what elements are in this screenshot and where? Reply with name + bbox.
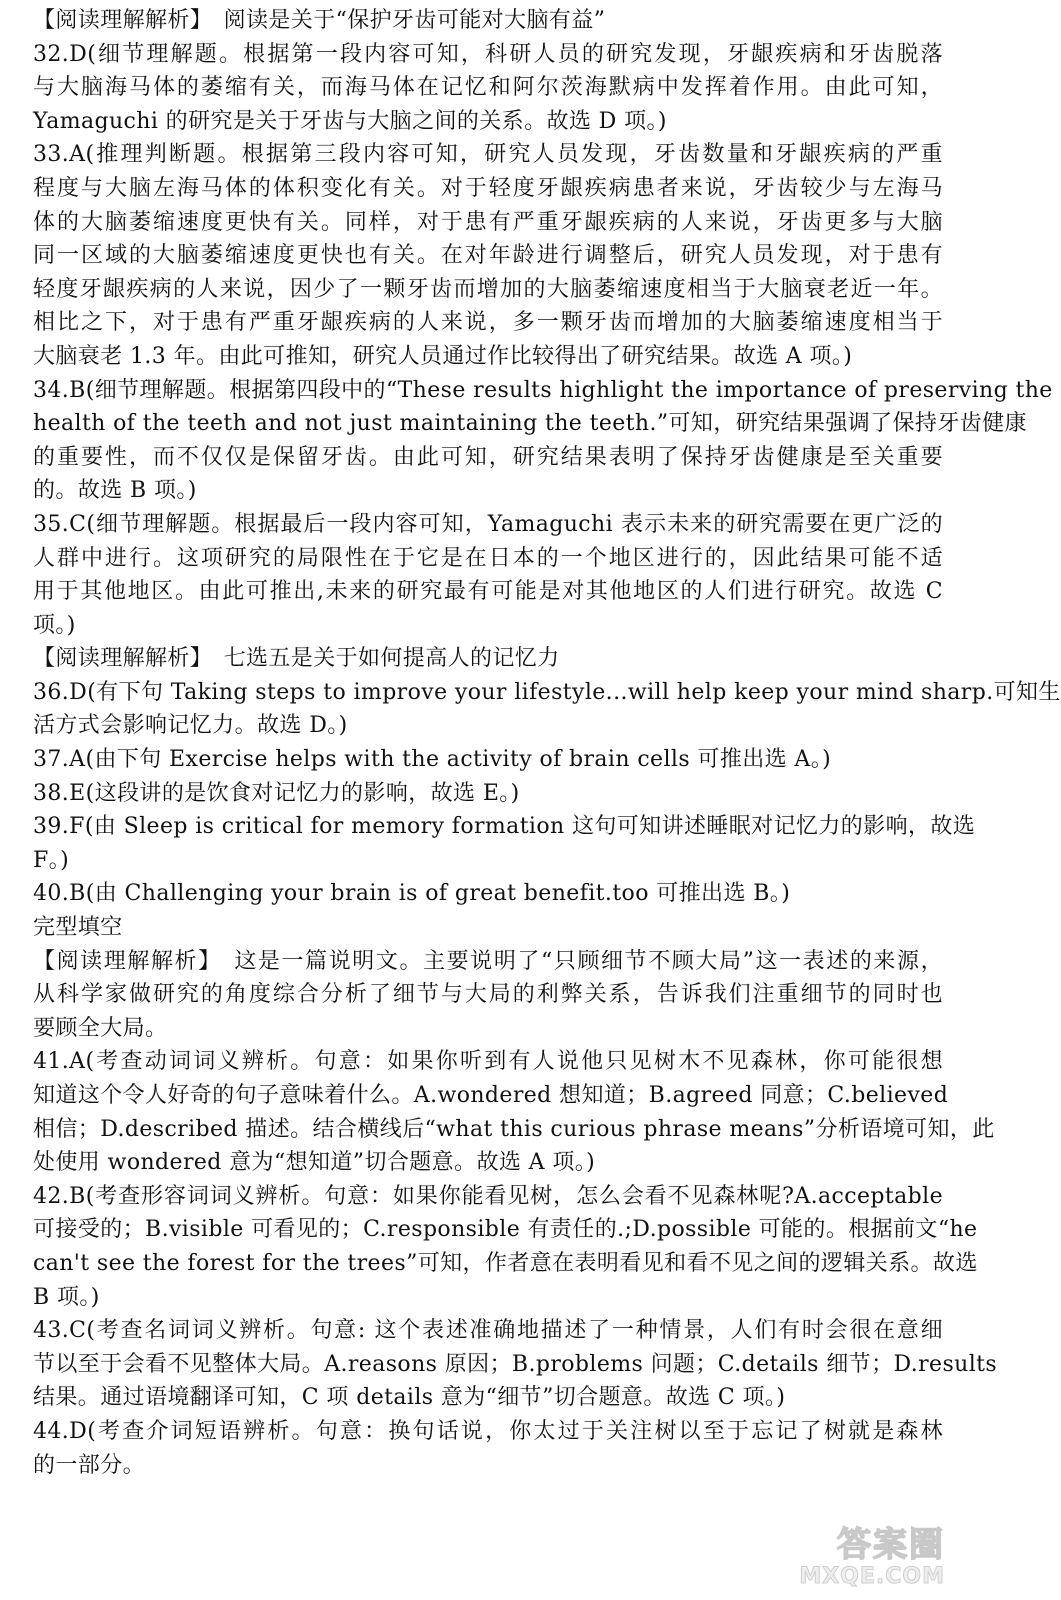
text-line: 【阅读理解解析】 七选五是关于如何提高人的记忆力 — [33, 646, 560, 672]
text-line: 34.B(细节理解题。根据第四段中的“These results highlight the importance of preserving the — [33, 377, 1053, 403]
text-line: 的重要性，而不仅仅是保留牙齿。由此可知，研究结果表明了保持牙齿健康是至关重要 — [33, 444, 943, 470]
text-line: health of the teeth and not just maintaining the teeth.”可知，研究结果强调了保持牙齿健康 — [33, 411, 1027, 437]
text-line: 活方式会影响记忆力。故选 D。) — [33, 713, 348, 739]
text-line: 知道这个令人好奇的句子意味着什么。A.wondered 想知道；B.agreed 同意；C.believed — [33, 1083, 949, 1108]
text-line: 相信；D.described 描述。结合横线后“what this curious phrase means”分析语境可知，此 — [33, 1116, 995, 1142]
text-line: 的一部分。 — [33, 1452, 146, 1478]
text-line: 【阅读理解解析】 阅读是关于“保护牙齿可能对大脑有益” — [33, 8, 606, 33]
text-line: 用于其他地区。由此可推出,未来的研究最有可能是对其他地区的人们进行研究。故选 C — [33, 579, 943, 605]
text-line: Yamaguchi 的研究是关于牙齿与大脑之间的关系。故选 D 项。) — [33, 108, 667, 134]
text-line: 【阅读理解解析】 这是一篇说明文。主要说明了“只顾细节不顾大局”这一表述的来源， — [33, 948, 943, 974]
text-line: 轻度牙龈疾病的人来说，因少了一颗牙齿而增加的大脑萎缩速度相当于大脑衰老近一年。 — [33, 276, 943, 302]
text-line: can't see the forest for the trees”可知，作者意在表明看见和看不见之间的逻辑关系。故选 — [33, 1250, 978, 1276]
text-line: 体的大脑萎缩速度更快有关。同样，对于患有严重牙龈疾病的人来说，牙齿更多与大脑 — [33, 209, 943, 235]
text-line: 人群中进行。这项研究的局限性在于它是在日本的一个地区进行的，因此结果可能不适 — [33, 545, 943, 571]
text-line: B 项。) — [33, 1284, 100, 1310]
text-line: 43.C(考查名词词义辨析。句意: 这个表述准确地描述了一种情景，人们有时会很在意细 — [33, 1318, 943, 1344]
watermark-logo: 答案圈 — [837, 1525, 945, 1565]
text-line: 36.D(有下句 Taking steps to improve your lifestyle...will help keep your mind sharp.可知生 — [33, 679, 1061, 705]
text-line: F。) — [33, 847, 70, 873]
text-line: 33.A(推理判断题。根据第三段内容可知，研究人员发现，牙齿数量和牙龈疾病的严重 — [33, 142, 943, 168]
watermark-url: MXQE.COM — [799, 1564, 945, 1589]
text-line: 从科学家做研究的角度综合分析了细节与大局的利弊关系，告诉我们注重细节的同时也 — [33, 982, 943, 1008]
text-line: 处使用 wondered 意为“想知道”切合题意。故选 A 项。) — [33, 1150, 596, 1176]
text-line: 的。故选 B 项。) — [33, 478, 197, 504]
text-line: 同一区域的大脑萎缩速度更快也有关。在对年龄进行调整后，研究人员发现，对于患有 — [33, 243, 943, 269]
text-line: 大脑衰老 1.3 年。由此可推知，研究人员通过作比较得出了研究结果。故选 A 项。) — [33, 343, 853, 369]
text-line: 41.A(考查动词词义辨析。句意：如果你听到有人说他只见树木不见森林，你可能很想 — [33, 1049, 943, 1075]
text-line: 32.D(细节理解题。根据第一段内容可知，科研人员的研究发现，牙龈疾病和牙齿脱落 — [33, 41, 943, 67]
text-line: 44.D(考查介词短语辨析。句意：换句话说，你太过于关注树以至于忘记了树就是森林 — [33, 1418, 943, 1444]
text-line: 42.B(考查形容词词义辨析。句意：如果你能看见树，怎么会看不见森林呢?A.acceptable — [33, 1183, 943, 1209]
text-line: 相比之下，对于患有严重牙龈疾病的人来说，多一颗牙齿而增加的大脑萎缩速度相当于 — [33, 310, 943, 336]
text-line: 38.E(这段讲的是饮食对记忆力的影响，故选 E。) — [33, 780, 520, 806]
text-line: 40.B(由 Challenging your brain is of great benefit.too 可推出选 B。) — [33, 881, 791, 907]
text-line: 39.F(由 Sleep is critical for memory formation 这句可知讲述睡眠对记忆力的影响，故选 — [33, 814, 976, 840]
text-line: 可接受的；B.visible 可看见的；C.responsible 有责任的.;D.possible 可能的。根据前文“he — [33, 1217, 978, 1243]
text-line: 与大脑海马体的萎缩有关，而海马体在记忆和阿尔茨海默病中发挥着作用。由此可知， — [33, 75, 943, 101]
text-line: 节以至于会看不见整体大局。A.reasons 原因；B.problems 问题；C.details 细节；D.results — [33, 1351, 998, 1377]
text-line: 程度与大脑左海马体的体积变化有关。对于轻度牙龈疾病患者来说，牙齿较少与左海马 — [33, 175, 943, 201]
text-line: 结果。通过语境翻译可知，C 项 details 意为“细节”切合题意。故选 C 项。) — [33, 1385, 786, 1411]
text-line: 37.A(由下句 Exercise helps with the activity of brain cells 可推出选 A。) — [33, 747, 832, 773]
text-line: 完型填空 — [33, 915, 123, 941]
text-line: 35.C(细节理解题。根据最后一段内容可知，Yamaguchi 表示未来的研究需要在更广泛的 — [33, 511, 943, 537]
text-line: 要顾全大局。 — [33, 1015, 168, 1041]
text-line: 项。) — [33, 612, 76, 638]
